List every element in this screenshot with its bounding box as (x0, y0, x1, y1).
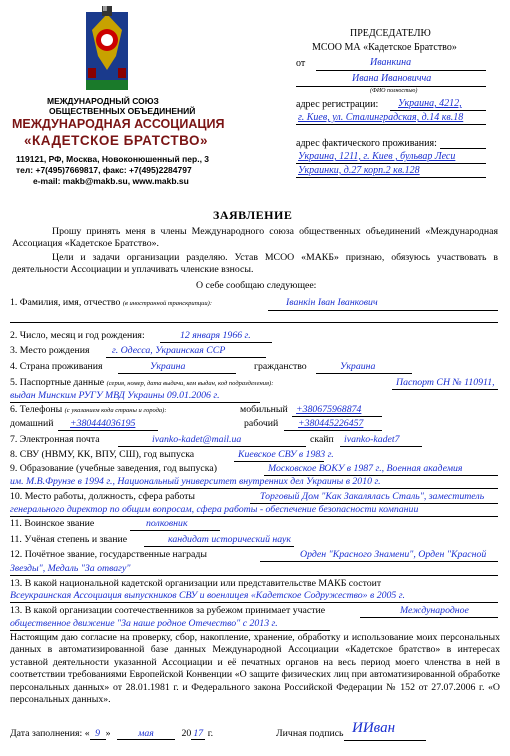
skype-value: ivanko-kadet7 (344, 434, 400, 445)
date-year-end: г. (207, 728, 214, 739)
field-1-hint: (в иностранной транскрипции): (122, 300, 212, 307)
signature-label: Личная подпись (276, 728, 344, 739)
field-10-value-line2: генерального директор по общим вопросам, сфера работы - обеспечение безопасности компании (10, 504, 419, 515)
document-heading: ЗАЯВЛЕНИЕ (213, 208, 293, 222)
field-15-value-line1: Международное (400, 605, 469, 616)
emblem-icon (86, 6, 128, 94)
field-5-label (10, 377, 273, 388)
field-4-label: 4. Страна проживания (10, 361, 103, 372)
field-5-value-line2: выдан Минским РУГУ МВД Украины 09.01.2006 г. (10, 390, 220, 401)
field-12-label: 11. Учёная степень и звание (10, 534, 128, 545)
mobile-value: +380675968874 (296, 404, 362, 415)
work-phone-label: рабочий (244, 418, 279, 429)
intro-paragraph-3: О себе сообщаю следующее: (196, 280, 317, 291)
date-month: мая (117, 728, 175, 740)
field-14-value: Всеукраинская Ассоциация выпускников СВУ и военлицея «Кадетское Содружество» в 2005 г. (10, 590, 405, 601)
fill-date (10, 728, 213, 740)
field-8-value: Киевское СВУ в 1983 г. (238, 449, 334, 460)
field-15-value-line2: общественное движение "За наше родное Отечество" с 2013 г. (10, 618, 278, 629)
field-3-value: г. Одесса, Украинская ССР (112, 345, 226, 356)
actual-address-line1: Украина, 1211, г. Киев , бульвар Леси (298, 151, 456, 162)
field-2-value: 12 января 1966 г. (180, 330, 251, 341)
addressee-title: ПРЕДСЕДАТЕЛЮ (350, 28, 431, 39)
date-day: 9 (90, 728, 106, 740)
org-name-line2: «КАДЕТСКОЕ БРАТСТВО» (24, 133, 209, 148)
field-9-value-line1: Московское ВОКУ в 1987 г., Военная академия (268, 463, 463, 474)
applicant-surname: Иванкина (370, 57, 412, 68)
org-emblem (86, 6, 128, 94)
union-line2: ОБЩЕСТВЕННЫХ ОБЪЕДИНЕНИЙ (49, 106, 196, 116)
date-label: Дата заполнения: « (10, 728, 90, 739)
date-year-prefix: 20 (181, 728, 192, 739)
field-3-label: 3. Место рождения (10, 345, 90, 356)
intro-paragraph-2: Цели и задачи организации разделяю. Устав МСОО «МАКБ» признаю, обязуюсь участвовать в деятельности Ассоциации и уплачивать членские взносы. (12, 252, 498, 275)
field-7-label: 7. Электронная почта (10, 434, 100, 445)
org-address: 119121, РФ, Москва, Новоконюшенный пер., 3 (16, 154, 210, 164)
signature: ИИван (352, 720, 396, 736)
emblem-top-label: II (103, 6, 107, 13)
field-15-label: 13. В какой организации соотечественников за рубежом принимает участие (10, 605, 326, 616)
fio-hint: (ФИО полностью) (370, 88, 418, 94)
actual-address-label: адрес фактического проживания: (296, 138, 437, 149)
field-1-label (10, 297, 212, 308)
applicant-name: Ивана Ивановичча (352, 73, 432, 84)
date-quote-close: » (105, 728, 111, 739)
field-8-label: 8. СВУ (НВМУ, КК, ВПУ, СШ), год выпуска (10, 449, 195, 460)
field-6-label-text: 6. Телефоны (10, 404, 63, 415)
union-line1: МЕЖДУНАРОДНЫЙ СОЮЗ (47, 96, 159, 106)
citizenship-label: гражданство (254, 361, 307, 372)
field-9-label: 9. Образование (учебные заведения, год выпуска) (10, 463, 217, 474)
citizenship-value: Украина (340, 361, 376, 372)
addressee-org: МСОО МА «Кадетское Братство» (312, 42, 457, 53)
reg-address-line2: г. Киев, ул. Сталинградская, д.14 кв.18 (298, 112, 464, 123)
field-5-hint: (серия, номер, дата выдачи, кем выдан, код подразделения): (106, 380, 274, 387)
field-5-label-text: 5. Паспортные данные (10, 377, 105, 388)
field-6-label (10, 404, 166, 415)
mobile-label: мобильный (240, 404, 288, 415)
field-1-label-text: 1. Фамилия, имя, отчество (10, 297, 121, 308)
field-13-value-line1: Орден "Красного Знамени", Орден "Красной (300, 549, 487, 560)
consent-paragraph: Настоящим даю согласие на проверку, сбор, накопление, хранение, обработку и использование моих персональных данных в автоматизированной базе данных Международной Ассоциации «Кадетское братство» в интересах уставной деятельности указанной Ассоциации и её печатных органов на весь период моего членства в ней в соответствии требованиями Европейской Конвенции «О защите физических лиц при автоматизированной обработке персональных данных» от 28.01.1981 г. и Федерального закона Российской Федерации № 152 от 27.07.2006 г. «О персональных данных». (10, 632, 500, 706)
field-9-value-line2: им. М.В.Фрунзе в 1994 г., Национальный университет внутренних дел Украины в 2010 г. (10, 476, 381, 487)
field-11-label: 11. Воинское звание (10, 518, 95, 529)
field-13-value-line2: Звезды", Медаль "За отвагу" (10, 563, 131, 574)
work-phone-value: +380445226457 (298, 418, 364, 429)
org-name-line1: МЕЖДУНАРОДНАЯ АССОЦИАЦИЯ (12, 117, 225, 131)
field-14-label: 13. В какой национальной кадетской организации или представительстве МАКБ состоит (10, 578, 382, 589)
from-label: от (296, 58, 306, 69)
home-phone-label: домашний (10, 418, 54, 429)
field-6-hint: (с указанием кода страны и города): (64, 407, 167, 414)
actual-address-line2: Украинки, д.27 корп.2 кв.128 (298, 165, 420, 176)
field-10-label: 10. Место работы, должность, сфера работы (10, 491, 195, 502)
home-phone-value: +380444036195 (70, 418, 136, 429)
field-13-label: 12. Почётное звание, государственные награды (10, 549, 207, 560)
field-2-label: 2. Число, месяц и год рождения: (10, 330, 145, 341)
field-5-value-line1: Паспорт СН № 110911, (396, 377, 495, 388)
reg-address-label: адрес регистрации: (296, 99, 379, 110)
skype-label: скайп (310, 434, 334, 445)
reg-address-line1: Украина, 4212, (398, 98, 462, 109)
intro-paragraph-1: Прошу принять меня в члены Международного союза общественных объединений «Международная Ассоциация «Кадетское Братство». (12, 226, 498, 249)
field-11-value: полковник (146, 518, 188, 529)
org-phones: тел: +7(495)7669817, факс: +7(495)2284797 (16, 165, 192, 175)
field-1-value: Іванкін Іван Іванкович (286, 297, 378, 308)
date-year-suffix: 17 (191, 728, 205, 740)
email-value: ivanko-kadet@mail.ua (152, 434, 242, 445)
field-10-value-line1: Торговый Дом "Как Закалялась Сталь", заместитель (260, 491, 485, 502)
field-4-value: Украина (150, 361, 186, 372)
org-email: e-mail: makb@makb.su, www.makb.su (33, 176, 189, 186)
field-12-value: кандидат исторический наук (168, 534, 291, 545)
